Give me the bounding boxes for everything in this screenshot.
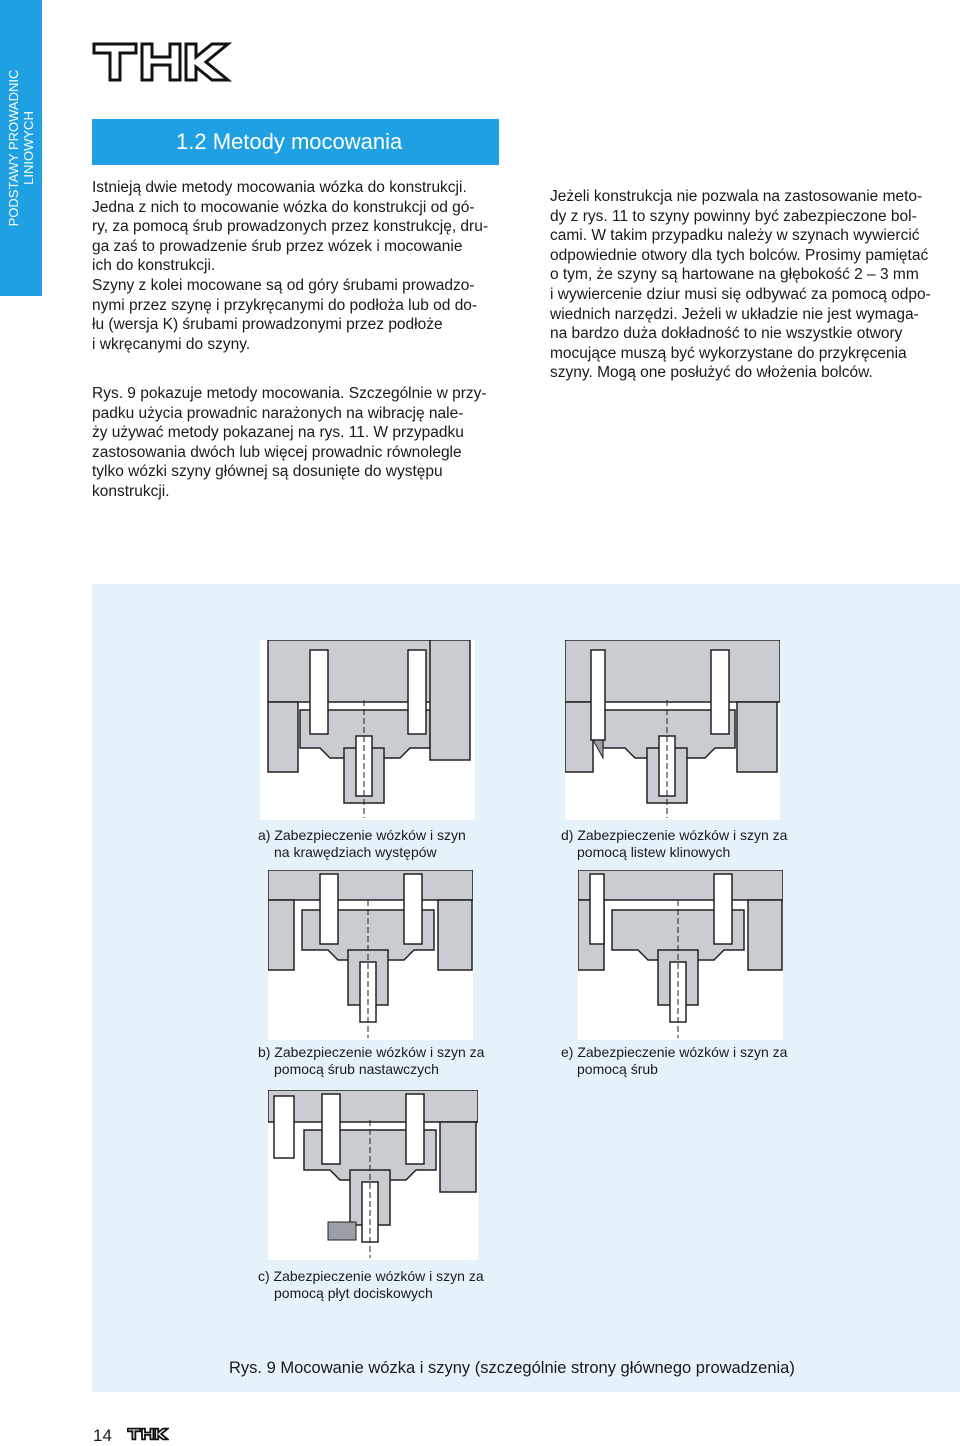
figure-c-caption bbox=[258, 1268, 484, 1302]
section-title: 1.2 Metody mocowania bbox=[176, 129, 403, 154]
side-tab-line-2: LINIOWYCH bbox=[21, 111, 36, 185]
text-line: odpowiednie otwory dla tych bolców. Prosimy pamiętać bbox=[550, 246, 929, 264]
text-line: Jeżeli konstrukcja nie pozwala na zastosowanie meto- bbox=[550, 188, 923, 205]
text-line: łu (wersja K) śrubami prowadzonymi przez podłoże bbox=[92, 316, 443, 334]
side-tab-text bbox=[6, 70, 36, 227]
figure-a-drawing bbox=[260, 640, 475, 820]
text-line: padku użycia prowadnic narażonych na wibrację nale- bbox=[92, 404, 464, 422]
side-tab-line-1: PODSTAWY PROWADNIC bbox=[6, 69, 21, 227]
text-line: i wywiercenie dziur musi się odbywać za pomocą odpo- bbox=[550, 285, 931, 303]
figure-d-caption bbox=[561, 827, 787, 861]
figure-d-drawing bbox=[565, 640, 780, 820]
text-line: Szyny z kolei mocowane są od góry śrubami prowadzo- bbox=[92, 276, 475, 294]
pins-paragraph bbox=[550, 187, 958, 383]
text-line: i wkręcanymi do szyny. bbox=[92, 335, 251, 353]
text-line: Istnieją dwie metody mocowania wózka do konstrukcji. bbox=[92, 179, 467, 196]
figure-e-drawing bbox=[578, 870, 783, 1040]
text-line: ry, za pomocą śrub prowadzonych przez konstrukcję, dru- bbox=[92, 218, 488, 236]
caption-line: a) Zabezpieczenie wózków i szyn bbox=[258, 827, 466, 843]
caption-line: pomocą śrub bbox=[577, 1061, 658, 1077]
page-number: 14 bbox=[93, 1426, 112, 1445]
text-line: o tym, że szyny są hartowane na głębokość 2 – 3 mm bbox=[550, 266, 919, 284]
caption-line: d) Zabezpieczenie wózków i szyn za bbox=[561, 827, 788, 843]
text-line: nymi przez szynę i przykręcanymi do podłoża lub od do- bbox=[92, 296, 478, 314]
side-section-tab bbox=[0, 0, 42, 296]
figure-b-drawing bbox=[268, 870, 473, 1040]
text-line: wiednich narzędzi. Jeżeli w układzie nie jest wymaga- bbox=[550, 305, 919, 323]
caption-line: pomocą płyt dociskowych bbox=[274, 1285, 433, 1301]
figure-main-caption: Rys. 9 Mocowanie wózka i szyny (szczególnie strony głównego prowadzenia) bbox=[229, 1359, 795, 1377]
text-line: cami. W takim przypadku należy w szynach wywiercić bbox=[550, 227, 920, 245]
caption-line: pomocą listew klinowych bbox=[577, 844, 731, 860]
text-line: dy z rys. 11 to szyny powinny być zabezpieczone bol- bbox=[550, 207, 917, 225]
caption-line: pomocą śrub nastawczych bbox=[274, 1061, 439, 1077]
caption-line: e) Zabezpieczenie wózków i szyn za bbox=[561, 1044, 788, 1060]
caption-line: b) Zabezpieczenie wózków i szyn za bbox=[258, 1044, 485, 1060]
text-line: Jedna z nich to mocowanie wózka do konstrukcji od gó- bbox=[92, 198, 475, 216]
caption-line: c) Zabezpieczenie wózków i szyn za bbox=[258, 1268, 484, 1284]
text-line: mocujące muszą być wykorzystane do przykręcenia bbox=[550, 344, 907, 362]
text-line: Rys. 9 pokazuje metody mocowania. Szczególnie w przy- bbox=[92, 385, 487, 402]
figure-e-caption bbox=[561, 1044, 787, 1078]
figure-b-caption bbox=[258, 1044, 484, 1078]
thk-footer-logo bbox=[127, 1426, 169, 1442]
text-line: konstrukcji. bbox=[92, 482, 170, 500]
figure-a-caption bbox=[258, 827, 466, 861]
caption-line: na krawędziach występów bbox=[274, 844, 437, 860]
text-line: zastosowania dwóch lub więcej prowadnic równolegle bbox=[92, 443, 462, 461]
text-line: ży używać metody pokazanej na rys. 11. W przypadku bbox=[92, 424, 464, 442]
thk-logo bbox=[92, 40, 232, 84]
text-line: ich do konstrukcji. bbox=[92, 257, 216, 275]
text-line: na bardzo duża dokładność to nie wszystkie otwory bbox=[550, 325, 903, 343]
intro-paragraph bbox=[92, 178, 502, 354]
figure-c-drawing bbox=[268, 1090, 478, 1260]
text-line: ga zaś to prowadzenie śrub przez wózek i mocowanie bbox=[92, 237, 463, 255]
text-line: szyny. Mogą one posłużyć do włożenia bolców. bbox=[550, 364, 873, 382]
figure-reference-paragraph bbox=[92, 384, 502, 502]
text-line: tylko wózki szyny głównej są dosunięte do występu bbox=[92, 463, 443, 481]
figure-panel bbox=[92, 584, 960, 1392]
